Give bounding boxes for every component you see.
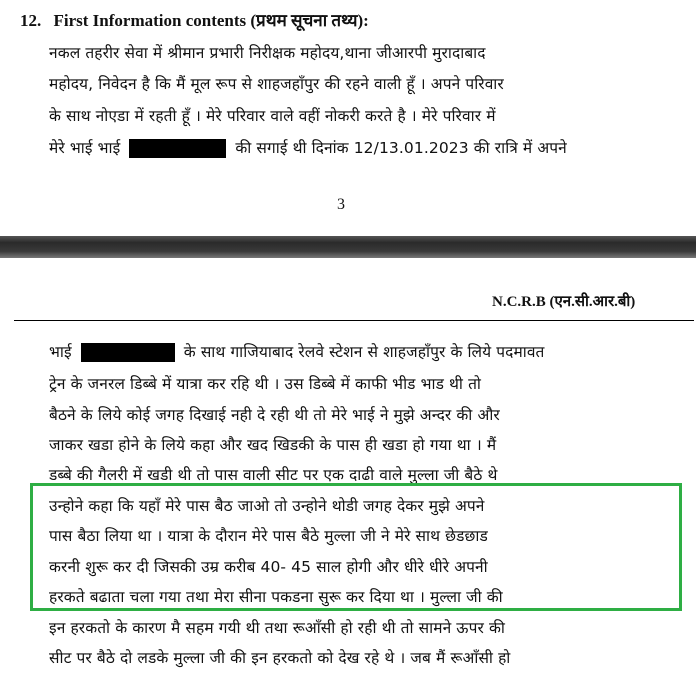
text-segment: के साथ गाजियाबाद रेलवे स्टेशन से शाहजहाँपुर के लिये पदमावत [183,343,545,361]
text-line: उन्होने कहा कि यहाँ मेरे पास बैठ जाओ तो उन्होने थोडी जगह देकर मुझे अपने [49,497,485,515]
text-line: करनी शुरू कर दी जिसकी उम्र करीब 40- 45 साल होगी और धीरे धीरे अपनी [49,558,488,576]
page-separator [0,236,696,258]
redaction-bar [129,139,226,158]
text-line [49,337,545,368]
section-number: 12. [20,11,42,30]
text-line: हरकते बढाता चला गया तथा मेरा सीना पकडना सुरू कर दिया था । मुल्ला जी की [49,588,503,606]
header-rule [14,320,694,321]
section-heading [20,8,369,31]
text-line: ट्रेन के जनरल डिब्बे में यात्रा कर रहि थी । उस डिब्बे में काफी भीड भाड थी तो [49,375,482,393]
text-line: डब्बे की गैलरी में खडी थी तो पास वाली सीट पर एक दाढी वाले मुल्ला जी बैठे थे [49,466,498,484]
text-line: सीट पर बैठे दो लडके मुल्ला जी की इन हरकतो को देख रहे थे । जब मैं रूआँसी हो [49,649,511,667]
text-line: महोदय, निवेदन है कि मैं मूल रूप से शाहजहाँपुर की रहने वाली हूँ । अपने परिवार [49,75,504,93]
redaction-bar [81,343,175,362]
text-line: जाकर खडा होने के लिये कहा और खद खिडकी के पास ही खडा हो गया था । मैं [49,436,497,454]
document-page-top [0,0,696,236]
text-line [49,133,567,164]
text-segment: मेरे भाई भाई [49,139,121,157]
ncrb-header: N.C.R.B (एन.सी.आर.बी) [492,294,636,310]
page-number: 3 [337,196,345,213]
text-line: इन हरकतो के कारण मै सहम गयी थी तथा रूआँसी हो रही थी तो सामने ऊपर की [49,619,505,637]
text-line: नकल तहरीर सेवा में श्रीमान प्रभारी निरीक्षक महोदय,थाना जीआरपी मुरादाबाद [49,44,486,62]
section-title: First Information contents (प्रथम सूचना तथ्य): [53,11,369,30]
text-segment: की सगाई थी दिनांक 12/13.01.2023 की रात्रि में अपने [235,139,567,157]
text-segment: भाई [49,343,72,361]
text-line: के साथ नोएडा में रहती हूँ । मेरे परिवार वाले वहीं नोकरी करते है । मेरे परिवार में [49,107,496,125]
text-line: बैठने के लिये कोई जगह दिखाई नही दे रही थी तो मेरे भाई ने मुझे अन्दर की और [49,406,500,424]
text-line: पास बैठा लिया था । यात्रा के दौरान मेरे पास बैठे मुल्ला जी ने मेरे साथ छेडछाड [49,527,488,545]
